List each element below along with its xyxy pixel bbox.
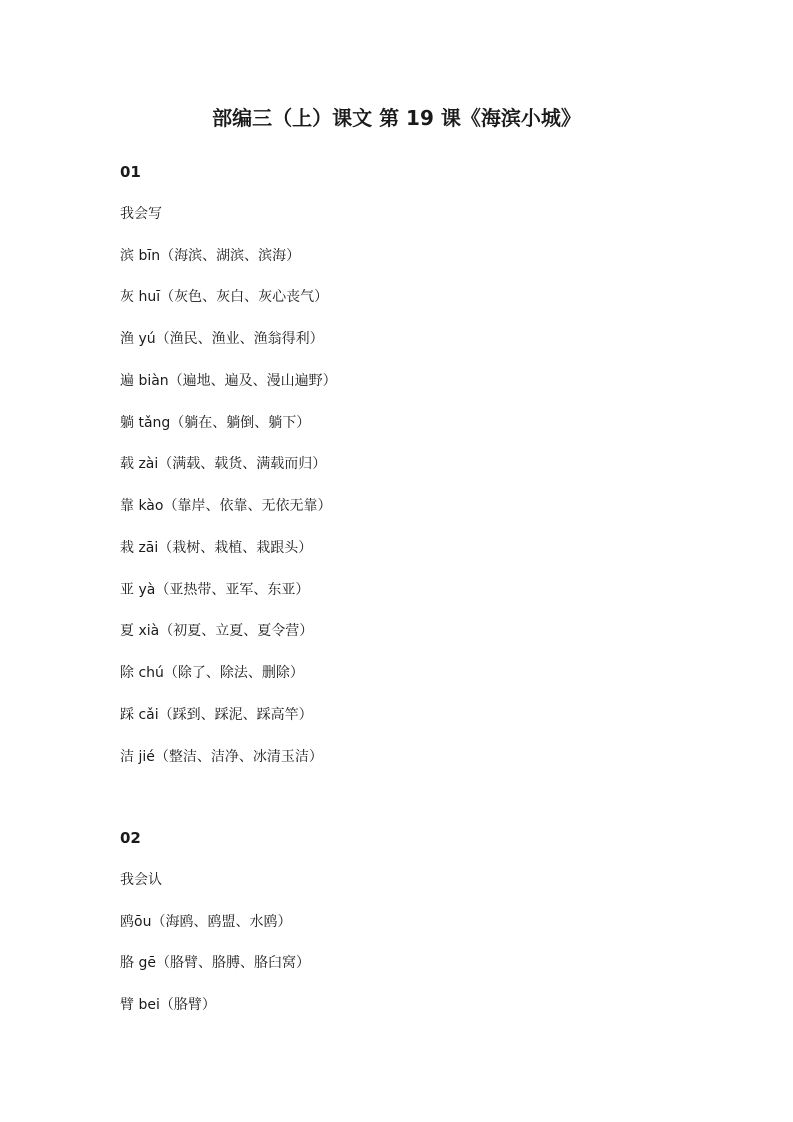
vocab-item: 洁 jié（整洁、洁净、冰清玉洁） xyxy=(120,748,323,765)
vocab-item: 踩 cǎi（踩到、踩泥、踩高竿） xyxy=(120,706,313,723)
vocab-item: 滨 bīn（海滨、湖滨、滨海） xyxy=(120,247,301,264)
vocab-item: 夏 xià（初夏、立夏、夏令营） xyxy=(120,623,314,640)
vocab-item: 遍 biàn（遍地、遍及、漫山遍野） xyxy=(120,372,337,389)
vocab-item: 除 chú（除了、除法、删除） xyxy=(120,665,304,681)
vocab-item: 灰 huī（灰色、灰白、灰心丧气） xyxy=(120,289,329,306)
section-number: 01 xyxy=(120,163,141,181)
vocab-item: 靠 kào（靠岸、依靠、无依无靠） xyxy=(120,498,332,514)
section-01 xyxy=(120,162,680,768)
section-number: 02 xyxy=(120,829,141,847)
vocab-item: 渔 yú（渔民、渔业、渔翁得利） xyxy=(120,331,324,347)
section-heading: 我会认 xyxy=(120,871,162,888)
vocab-item: 鸥ōu（海鸥、鸥盟、水鸥） xyxy=(120,913,292,930)
vocab-item: 臂 bei（胳臂） xyxy=(120,997,216,1013)
vocab-item: 胳 gē（胳臂、胳膊、胳臼窝） xyxy=(120,955,310,972)
vocab-item: 亚 yà（亚热带、亚军、东亚） xyxy=(120,581,310,598)
section-02 xyxy=(120,828,680,1016)
vocab-item: 栽 zāi（栽树、栽植、栽跟头） xyxy=(120,539,313,556)
vocab-item: 载 zài（满载、载货、满载而归） xyxy=(120,456,327,473)
vocab-item: 躺 tǎng（躺在、躺倒、躺下） xyxy=(120,414,311,431)
page-title: 部编三（上）课文 第 19 课《海滨小城》 xyxy=(212,106,581,130)
section-heading: 我会写 xyxy=(120,205,162,222)
